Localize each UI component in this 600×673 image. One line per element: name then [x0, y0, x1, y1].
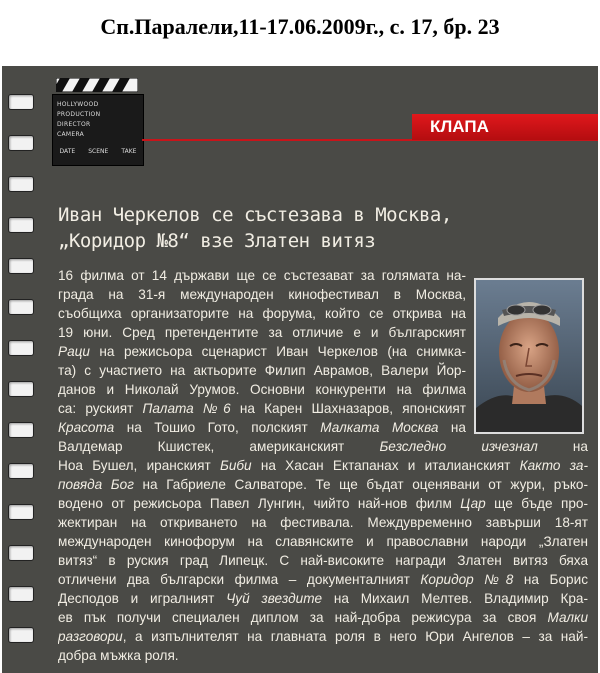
title-mention: разговори [58, 629, 123, 644]
sprocket-hole [8, 217, 34, 233]
sprocket-hole [8, 340, 34, 356]
headline-line: „Коридор №8“ взе Златен витяз [58, 230, 376, 252]
clapper-text: SCENE [88, 148, 109, 155]
body-text-run: на Михаил Мелтев. Владимир Кра- [322, 591, 588, 606]
title-mention: Чуй звездите [226, 591, 323, 606]
body-text-run: на режисьора сценарист Иван Черкелов (на снимка- [89, 344, 466, 359]
body-text-run: 16 филма от 14 държави ще се състезават за голямата на- [58, 268, 466, 283]
body-text-run: съобщиха организаторите на форума, който се открива на [58, 306, 466, 321]
sprocket-hole [8, 176, 34, 192]
clapperboard-icon [52, 76, 142, 164]
clapper-text: DIRECTOR [57, 121, 91, 128]
body-text-run: жектиран на откриването на фестивала. Междувременно завърши 18-ят [58, 515, 588, 530]
body-line [58, 475, 588, 494]
body-line [58, 304, 466, 323]
headline-line: Иван Черкелов се състезава в Москва, [58, 204, 452, 226]
body-line [58, 342, 466, 361]
body-text-run: Валдемар Кшистек, американският [58, 439, 380, 454]
title-mention: повяда Бог [58, 477, 134, 492]
body-text-run: международен кинофорум на славянските и православни народи „Златен [58, 534, 588, 549]
source-citation: Сп.Паралели,11-17.06.2009г., с. 17, бр. 23 [100, 14, 500, 39]
body-text-run: на [537, 439, 588, 454]
body-text-run: на Борис [513, 572, 588, 587]
article-clipping [2, 66, 598, 673]
clapper-text: CAMERA [57, 131, 85, 138]
body-line [58, 266, 466, 285]
body-line [58, 646, 588, 665]
body-text-run: водено от режисьора Павел Лунгин, чийто най-нов филм [58, 496, 461, 511]
sprocket-hole [8, 463, 34, 479]
body-line [58, 418, 466, 437]
article-body [58, 266, 588, 665]
clapper-bottom-row [53, 148, 143, 155]
article-headline [58, 202, 578, 254]
sprocket-hole [8, 545, 34, 561]
title-mention: Цар [460, 496, 486, 511]
clapper-stick [56, 78, 138, 92]
body-text-run: на Тошио Гото, полският [114, 420, 321, 435]
body-line [58, 380, 466, 399]
body-text-run: на [438, 420, 466, 435]
sprocket-hole [8, 258, 34, 274]
title-mention: Безследно изчезнал [379, 439, 538, 454]
title-mention: Палата №6 [142, 401, 231, 416]
body-text-run: на Габриеле Салваторе. Те ще бъдат оценявани от жури, ръко- [133, 477, 588, 492]
section-label: КЛАПА [412, 114, 598, 140]
title-mention: Раци [58, 344, 90, 359]
body-line [58, 551, 588, 570]
body-text-run: Ноа Бушел, иранският [58, 458, 220, 473]
clapper-slate [52, 94, 144, 166]
body-text-run: на Хасан Ектапанах и италианският [251, 458, 520, 473]
body-line [58, 608, 588, 627]
clapper-text: TAKE [121, 148, 137, 155]
film-strip-sprockets [8, 94, 36, 673]
clapper-text: HOLLYWOOD [57, 101, 99, 108]
clapper-text: DATE [59, 148, 76, 155]
title-mention: Коридор №8 [420, 572, 514, 587]
body-line [58, 456, 588, 475]
body-line [58, 323, 466, 342]
body-line [58, 627, 588, 646]
body-line [58, 285, 466, 304]
body-text-run: данов и Николай Урумов. Основни конкуренти на филма [58, 382, 466, 397]
title-mention: Малки [547, 610, 588, 625]
sprocket-hole [8, 381, 34, 397]
body-line [58, 361, 466, 380]
sprocket-hole [8, 504, 34, 520]
body-text-run: та) с участието на актьорите Филип Аврамов, Валери Йор- [58, 363, 466, 378]
body-text-run: града на 31-я международен кинофестивал в Москва, [58, 287, 466, 302]
sprocket-hole [8, 586, 34, 602]
body-text-run: на Карен Шахназаров, японският [230, 401, 466, 416]
body-text-run: витяз“ в руския град Липецк. С най-високите награди Златен витяз бяха [58, 553, 588, 568]
body-text-run: 19 юни. Сред претендентите за отличие е и българският [58, 325, 466, 340]
sprocket-hole [8, 135, 34, 151]
sprocket-hole [8, 627, 34, 643]
body-line [58, 589, 588, 608]
sprocket-hole [8, 299, 34, 315]
body-line [58, 570, 588, 589]
body-text-run: ще бъде про- [485, 496, 588, 511]
body-line [58, 399, 466, 418]
body-text-run: ев пък получи специален диплом за най-добра режисура за своя [58, 610, 548, 625]
body-line [58, 494, 588, 513]
body-text-run: отличени два български филма – документалният [58, 572, 421, 587]
sprocket-hole [8, 422, 34, 438]
sprocket-hole [8, 94, 34, 110]
title-mention: Красота [58, 420, 115, 435]
body-text-run: Десподов и игралният [58, 591, 227, 606]
body-text-run: , а изпълнителят на главната роля в него Юри Ангелов – за най- [122, 629, 588, 644]
clapper-text: PRODUCTION [57, 111, 101, 118]
body-text-run: са: руският [58, 401, 143, 416]
title-mention: Както за- [519, 458, 588, 473]
body-line [58, 513, 588, 532]
title-mention: Биби [219, 458, 252, 473]
title-mention: Малката Москва [320, 420, 439, 435]
body-line [58, 532, 588, 551]
body-line [58, 437, 588, 456]
body-text-run: добра мъжка роля. [58, 648, 179, 663]
